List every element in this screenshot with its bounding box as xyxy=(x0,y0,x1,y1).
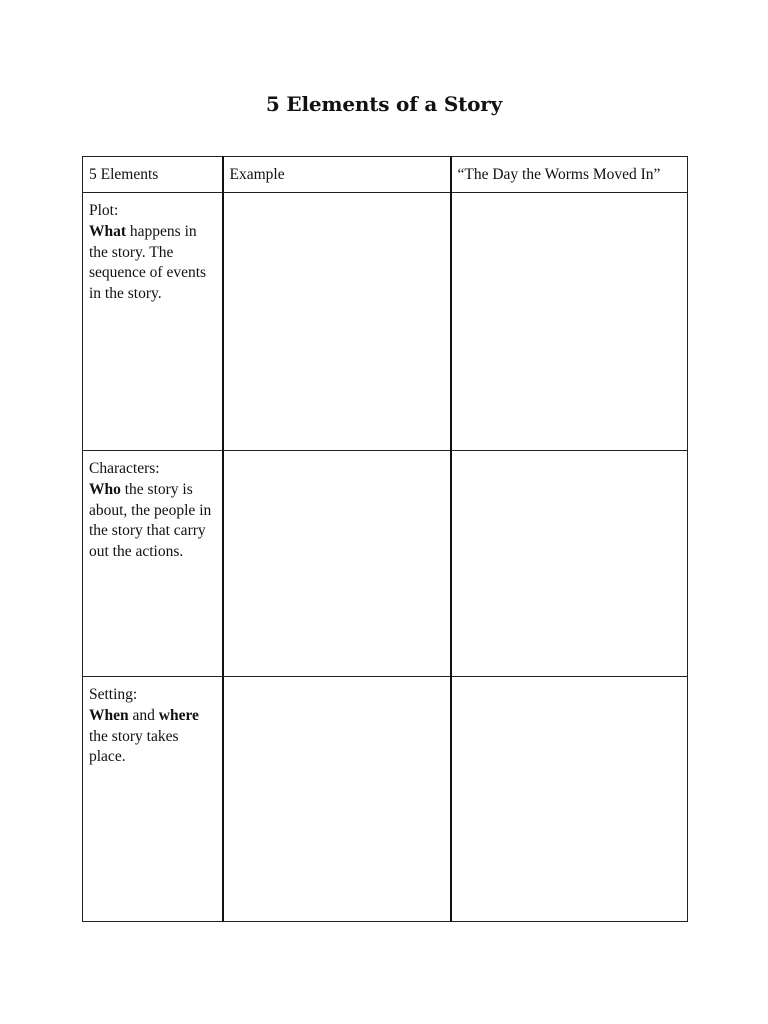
table-header-row xyxy=(83,157,688,193)
story-elements-table xyxy=(82,156,688,922)
element-label: Characters: xyxy=(89,460,160,477)
element-description: happens in the story. The sequence of events in the story. xyxy=(89,222,207,303)
element-description: the story is about, the people in the story that carry out the actions. xyxy=(89,480,212,561)
story-cell[interactable] xyxy=(451,677,688,922)
header-example: Example xyxy=(223,157,451,193)
element-cell-plot xyxy=(83,193,223,451)
example-cell[interactable] xyxy=(223,451,451,677)
story-cell[interactable] xyxy=(451,193,688,451)
table-row xyxy=(83,193,688,451)
example-cell[interactable] xyxy=(223,193,451,451)
element-keyword: Who xyxy=(89,480,121,498)
element-description: the story takes place. xyxy=(89,727,179,766)
element-label: Setting: xyxy=(89,686,138,703)
story-cell[interactable] xyxy=(451,451,688,677)
element-keyword: What xyxy=(89,222,127,240)
element-cell-setting xyxy=(83,677,223,922)
header-elements: 5 Elements xyxy=(83,157,223,193)
example-cell[interactable] xyxy=(223,677,451,922)
element-keyword: When xyxy=(89,706,129,724)
element-label: Plot: xyxy=(89,202,119,219)
element-keyword-2: where xyxy=(158,706,199,724)
element-cell-characters xyxy=(83,451,223,677)
table-row xyxy=(83,451,688,677)
page-title: 5 Elements of a Story xyxy=(265,92,503,116)
header-story-title: “The Day the Worms Moved In” xyxy=(451,157,688,193)
table-row xyxy=(83,677,688,922)
element-connector: and xyxy=(128,706,159,724)
